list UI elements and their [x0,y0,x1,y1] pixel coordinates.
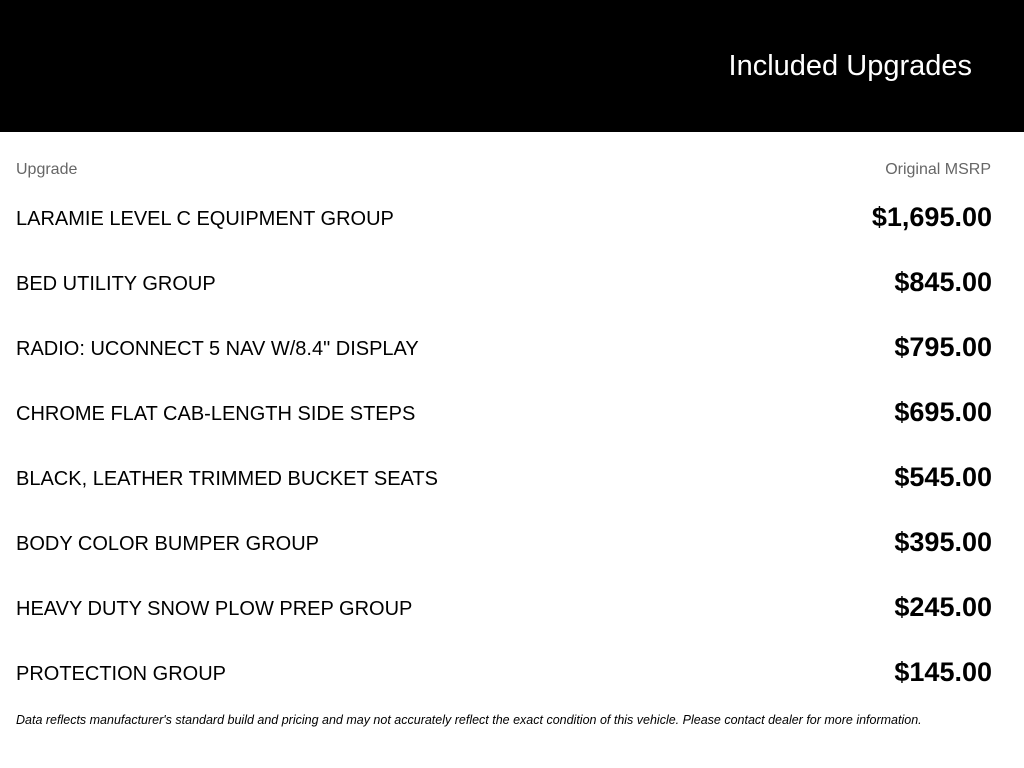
upgrade-price: $695.00 [894,397,992,427]
upgrade-row [0,640,1024,705]
column-header-msrp: Original MSRP [885,161,991,178]
upgrade-row [0,185,1024,250]
header-banner [0,0,1024,132]
upgrade-name: BLACK, LEATHER TRIMMED BUCKET SEATS [16,468,438,490]
upgrade-name: HEAVY DUTY SNOW PLOW PREP GROUP [16,598,413,620]
page-title: Included Upgrades [728,50,972,82]
upgrade-row [0,250,1024,315]
upgrade-price: $1,695.00 [871,202,992,232]
upgrades-list [0,185,1024,705]
upgrade-price: $845.00 [894,267,992,297]
upgrade-row [0,315,1024,380]
upgrade-price: $795.00 [894,332,992,362]
upgrade-price: $145.00 [894,657,992,687]
upgrade-row [0,380,1024,445]
upgrade-name: BODY COLOR BUMPER GROUP [16,533,320,555]
upgrade-name: PROTECTION GROUP [16,663,227,685]
upgrade-price: $545.00 [894,462,992,492]
upgrade-row [0,510,1024,575]
upgrade-price: $395.00 [894,527,992,557]
upgrade-price: $245.00 [894,592,992,622]
upgrade-name: RADIO: UCONNECT 5 NAV W/8.4" DISPLAY [16,338,419,360]
upgrade-name: BED UTILITY GROUP [16,273,216,295]
upgrade-row [0,445,1024,510]
upgrade-name: LARAMIE LEVEL C EQUIPMENT GROUP [16,208,394,230]
upgrade-row [0,575,1024,640]
disclaimer-text: Data reflects manufacturer's standard build and pricing and may not accurately reflect the exact condition of this vehicle. Please contact dealer for more information. [16,713,922,727]
column-header-upgrade: Upgrade [16,161,78,178]
upgrade-name: CHROME FLAT CAB-LENGTH SIDE STEPS [16,403,416,425]
